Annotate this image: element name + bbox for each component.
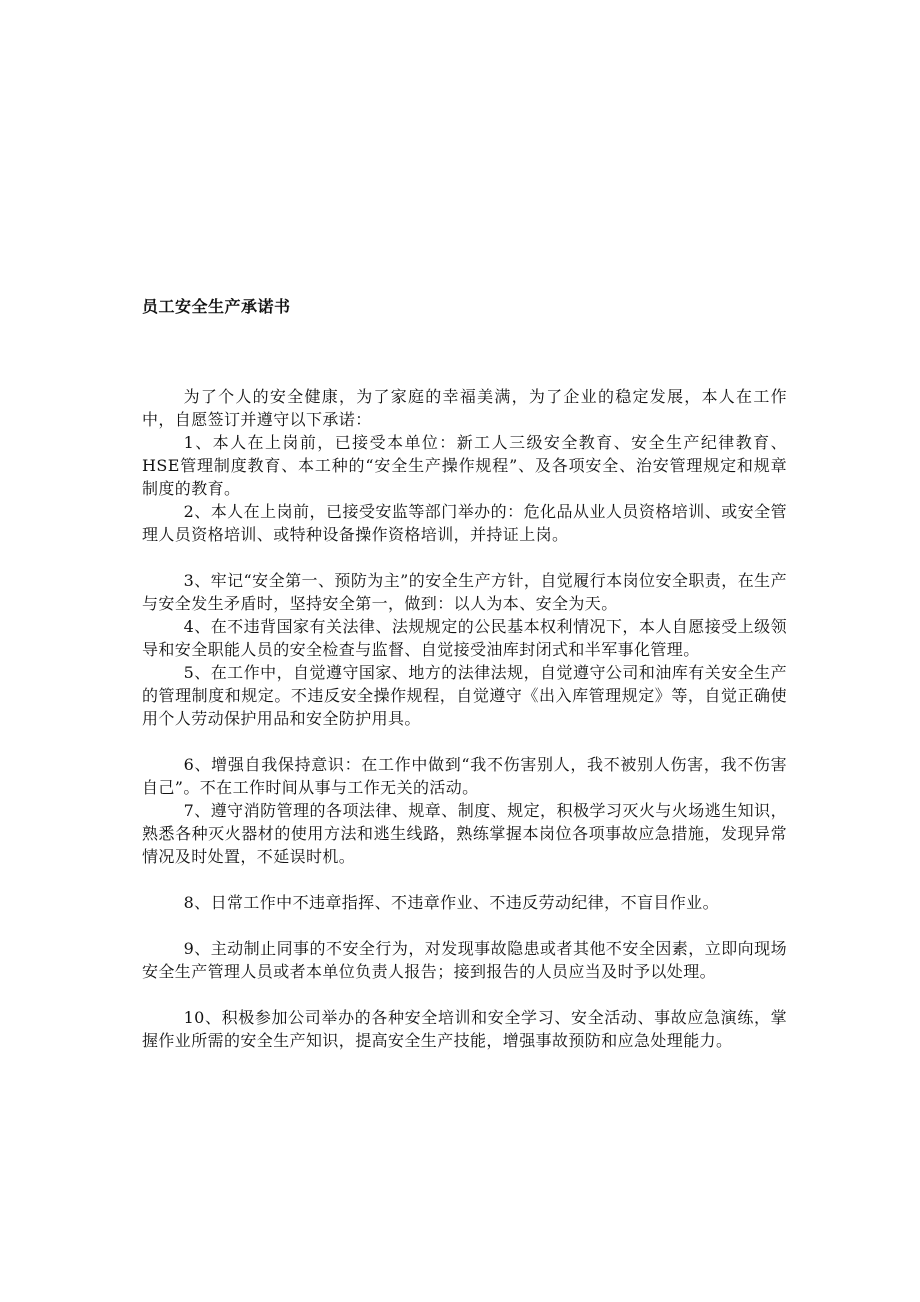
commitment-item-9: 9、主动制止同事的不安全行为，对发现事故隐患或者其他不安全因素，立即向现场安全生产管理人员或者本单位负责人报告；接到报告的人员应当及时予以处理。 [142, 939, 787, 981]
commitment-item-4: 4、在不违背国家有关法律、法规规定的公民基本权利情况下，本人自愿接受上级领导和安全职能人员的安全检查与监督、自觉接受油库封闭式和半军事化管理。 [142, 617, 787, 659]
paragraph-gap [142, 914, 787, 937]
document-body [142, 385, 787, 1052]
commitment-item-3: 3、牢记“安全第一、预防为主”的安全生产方针，自觉履行本岗位安全职责，在生产与安全发生矛盾时，坚持安全第一，做到：以人为本、安全为天。 [142, 571, 787, 613]
document-title: 员工安全生产承诺书 [142, 297, 291, 316]
commitment-item-7: 7、遵守消防管理的各项法律、规章、制度、规定，积极学习灭火与火场逃生知识，熟悉各种灭火器材的使用方法和逃生线路，熟练掌握本岗位各项事故应急措施，发现异常情况及时处置，不延误时机。 [142, 801, 787, 866]
commitment-item-10: 10、积极参加公司举办的各种安全培训和安全学习、安全活动、事故应急演练，掌握作业所需的安全生产知识，提高安全生产技能，增强事故预防和应急处理能力。 [142, 1008, 787, 1050]
intro-paragraph: 为了个人的安全健康，为了家庭的幸福美满，为了企业的稳定发展，本人在工作中，自愿签订并遵守以下承诺： [142, 387, 787, 429]
commitment-item-2: 2、本人在上岗前，已接受安监等部门举办的：危化品从业人员资格培训、或安全管理人员资格培训、或特种设备操作资格培训，并持证上岗。 [142, 502, 787, 544]
commitment-item-5: 5、在工作中，自觉遵守国家、地方的法律法规，自觉遵守公司和油库有关安全生产的管理制度和规定。不违反安全操作规程，自觉遵守《出入库管理规定》等，自觉正确使用个人劳动保护用品和安全防护用具。 [142, 663, 787, 728]
paragraph-gap [142, 546, 787, 569]
commitment-item-1: 1、本人在上岗前，已接受本单位：新工人三级安全教育、安全生产纪律教育、HSE管理制度教育、本工种的“安全生产操作规程”、及各项安全、治安管理规定和规章制度的教育。 [142, 433, 787, 498]
paragraph-gap [142, 983, 787, 1006]
commitment-item-8: 8、日常工作中不违章指挥、不违章作业、不违反劳动纪律，不盲目作业。 [183, 893, 719, 912]
commitment-item-6: 6、增强自我保持意识：在工作中做到“我不伤害别人，我不被别人伤害，我不伤害自己”。不在工作时间从事与工作无关的活动。 [142, 755, 787, 797]
paragraph-gap [142, 730, 787, 753]
paragraph-gap [142, 868, 787, 891]
